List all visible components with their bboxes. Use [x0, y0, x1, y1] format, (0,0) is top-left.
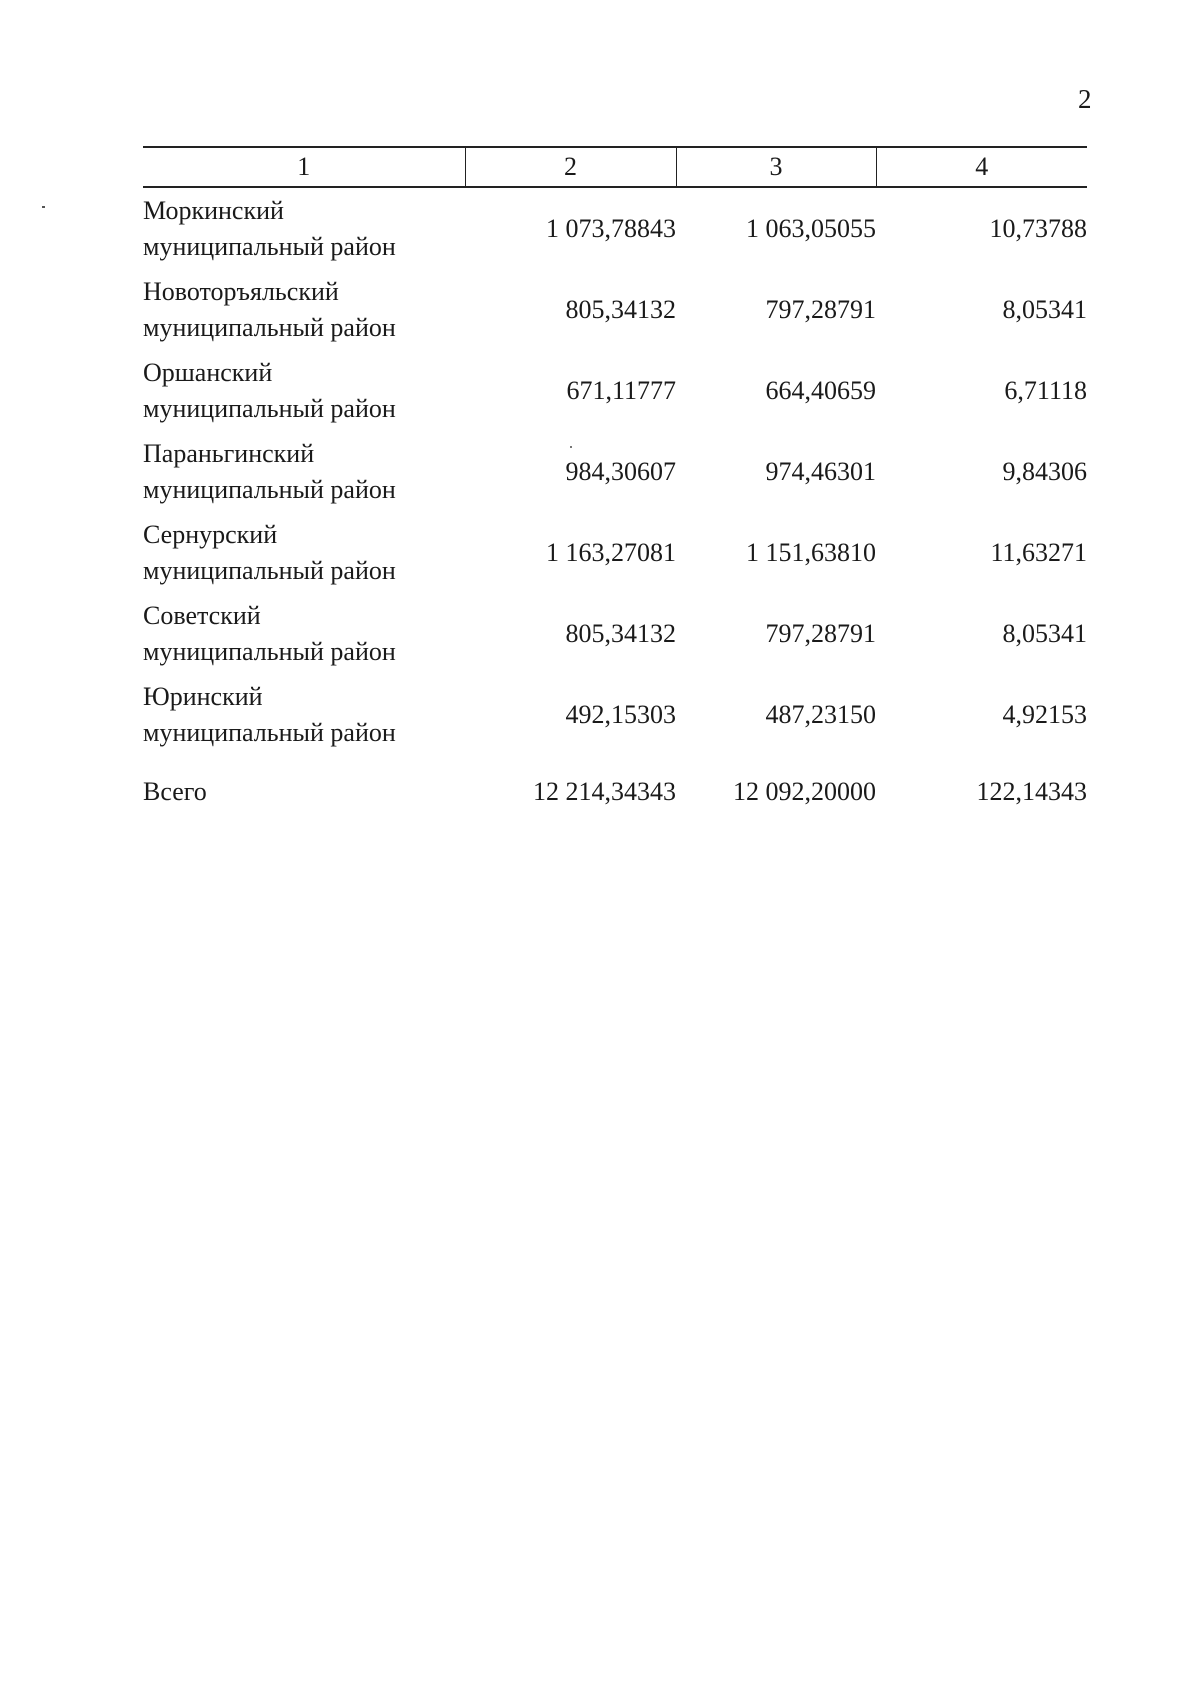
district-name-cell — [143, 350, 465, 431]
value-col2: 1 073,78843 — [546, 213, 676, 243]
column-header-3: 3 — [676, 147, 876, 187]
district-name: Параньгинский — [143, 438, 315, 468]
district-type: муниципальный район — [143, 474, 396, 504]
district-name: Сернурский — [143, 519, 278, 549]
district-name-cell — [143, 431, 465, 512]
total-col2: 12 214,34343 — [533, 777, 676, 806]
total-col3: 12 092,20000 — [733, 777, 876, 806]
value-col4: 8,05341 — [1002, 294, 1087, 324]
column-header-4: 4 — [876, 147, 1087, 187]
value-col2: 671,11777 — [566, 375, 676, 405]
value-col4: 4,92153 — [1002, 699, 1087, 729]
district-type: муниципальный район — [143, 393, 396, 423]
district-name-cell — [143, 512, 465, 593]
column-header-1: 1 — [143, 147, 465, 187]
table-row — [143, 187, 1087, 269]
value-col4: 9,84306 — [1002, 456, 1087, 486]
scan-artifact — [42, 206, 45, 208]
district-name: Моркинский — [143, 195, 284, 225]
value-col4: 8,05341 — [1002, 618, 1087, 648]
district-name: Оршанский — [143, 357, 273, 387]
table-row — [143, 431, 1087, 512]
district-type: муниципальный район — [143, 636, 396, 666]
district-name-cell — [143, 593, 465, 674]
value-col2: 1 163,27081 — [546, 537, 676, 567]
value-col2: 805,34132 — [565, 618, 676, 648]
value-col4: 11,63271 — [990, 537, 1087, 567]
value-col3: 664,40659 — [765, 375, 876, 405]
district-type: муниципальный район — [143, 555, 396, 585]
allocation-table — [143, 146, 1087, 829]
value-col3: 487,23150 — [765, 699, 876, 729]
value-col3: 1 151,63810 — [746, 537, 876, 567]
district-name-cell — [143, 674, 465, 755]
page-number: 2 — [1078, 84, 1092, 114]
value-col3: 797,28791 — [765, 294, 876, 324]
district-name-cell — [143, 187, 465, 269]
value-col3: 797,28791 — [765, 618, 876, 648]
district-name-cell — [143, 269, 465, 350]
value-col4: 6,71118 — [1004, 375, 1087, 405]
table-header-row — [143, 147, 1087, 187]
table-row — [143, 350, 1087, 431]
table-row — [143, 512, 1087, 593]
district-name: Советский — [143, 600, 261, 630]
column-header-2: 2 — [465, 147, 676, 187]
district-name: Новоторъяльский — [143, 276, 339, 306]
table-row — [143, 269, 1087, 350]
value-col4: 10,73788 — [989, 213, 1087, 243]
district-type: муниципальный район — [143, 312, 396, 342]
district-type: муниципальный район — [143, 231, 396, 261]
table-row — [143, 674, 1087, 755]
table-row — [143, 593, 1087, 674]
value-col3: 974,46301 — [765, 456, 876, 486]
total-label: Всего — [143, 777, 207, 806]
value-col2: 984,30607 — [565, 456, 676, 486]
value-col2: 492,15303 — [565, 699, 676, 729]
district-name: Юринский — [143, 681, 263, 711]
total-col4: 122,14343 — [976, 777, 1087, 806]
value-col2: 805,34132 — [565, 294, 676, 324]
district-type: муниципальный район — [143, 717, 396, 747]
total-row — [143, 755, 1087, 829]
value-col3: 1 063,05055 — [746, 213, 876, 243]
